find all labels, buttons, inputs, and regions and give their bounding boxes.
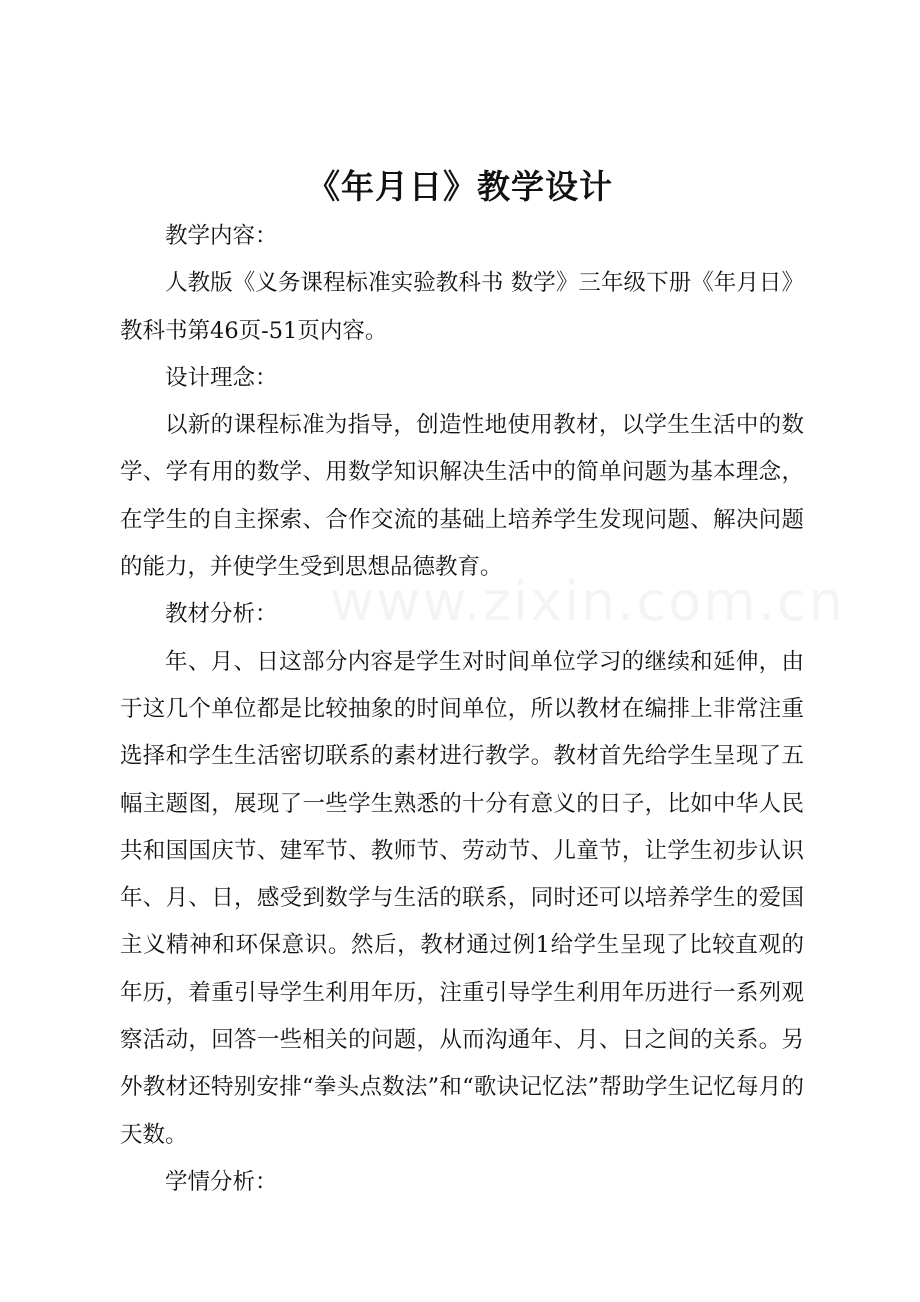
paragraph-concept: 以新的课程标准为指导，创造性地使用教材，以学生生活中的数学、学有用的数学、用数学知识解决生活中的简单问题为基本理念，在学生的自主探索、合作交流的基础上培养学生发现问题、解决问题的能力，并使学生受到思想品德教育。 bbox=[120, 412, 804, 581]
section-heading-concept: 设计理念： bbox=[165, 364, 278, 391]
section-heading-analysis: 教材分析： bbox=[165, 601, 278, 628]
paragraph-analysis: 年、月、日这部分内容是学生对时间单位学习的继续和延伸，由于这几个单位都是比较抽象的时间单位，所以教材在编排上非常注重选择和学生生活密切联系的素材进行教学。教材首先给学生呈现了五幅主题图，展现了一些学生熟悉的十分有意义的日子，比如中华人民共和国国庆节、建军节、教师节、劳动节、儿童节，让学生初步认识年、月、日，感受到数学与生活的联系，同时还可以培养学生的爱国主义精神和环保意识。然后，教材通过例1给学生呈现了比较直观的年历，着重引导学生利用年历，注重引导学生利用年历进行一系列观察活动，回答一些相关的问题，从而沟通年、月、日之间的关系。另外教材还特别安排“拳头点数法”和“歌诀记忆法”帮助学生记忆每月的天数。 bbox=[120, 648, 804, 1148]
document-body bbox=[120, 213, 804, 1206]
section-heading-students: 学情分析： bbox=[165, 1168, 278, 1195]
section-heading-content: 教学内容： bbox=[165, 223, 278, 249]
paragraph-content: 人教版《义务课程标准实验教科书 数学》三年级下册《年月日》教科书第46页-51页内容。 bbox=[120, 270, 804, 344]
page-title: 《年月日》教学设计 bbox=[307, 167, 613, 206]
